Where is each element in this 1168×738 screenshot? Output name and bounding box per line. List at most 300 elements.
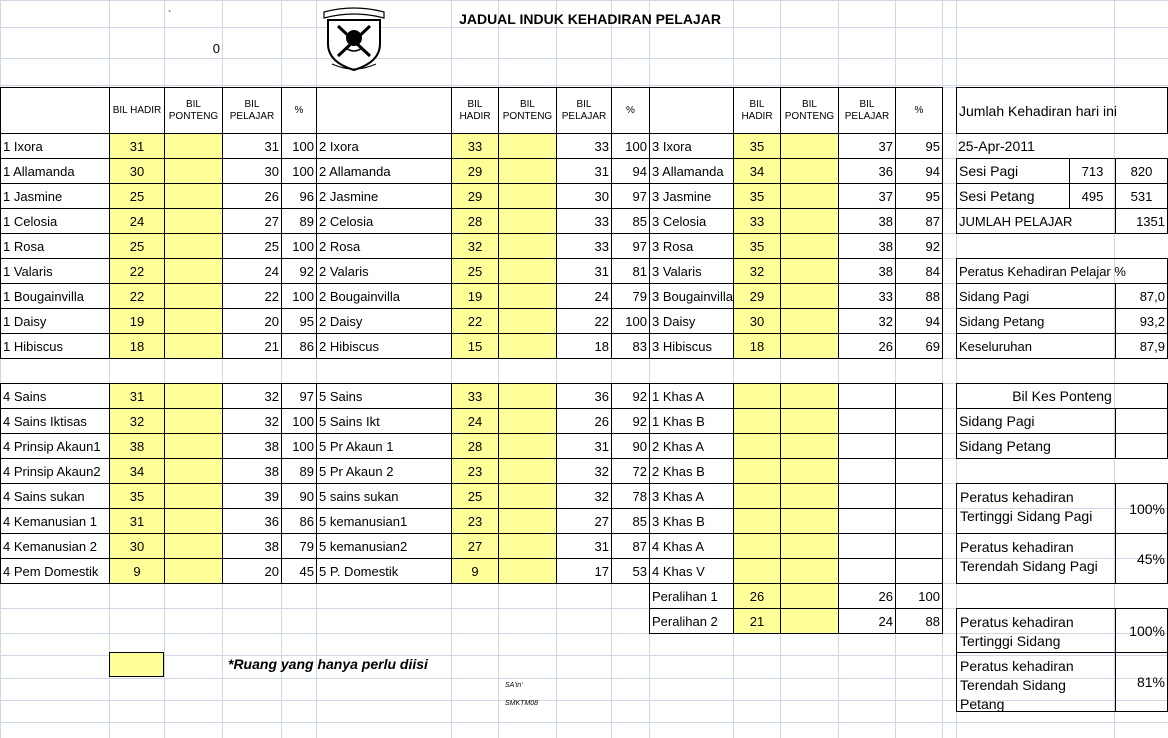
bil-hadir-input[interactable] [733, 433, 781, 459]
bil-ponteng-input[interactable] [780, 433, 839, 459]
percent-cell: 90 [611, 433, 650, 459]
bil-pelajar-cell: 27 [222, 208, 282, 234]
bil-pelajar-cell: 26 [838, 333, 896, 359]
percent-cell: 79 [611, 283, 650, 309]
bil-ponteng-input[interactable] [780, 483, 839, 509]
bil-pelajar-cell: 27 [556, 508, 612, 534]
percent-cell: 92 [281, 258, 317, 284]
bil-hadir-input[interactable]: 21 [733, 608, 781, 634]
pct-pagi-value: 87,0 [1115, 283, 1168, 309]
bil-hadir-input[interactable]: 26 [733, 583, 781, 609]
header-percent: % [281, 87, 317, 134]
peratus-kehadiran-label: Peratus Kehadiran Pelajar % [956, 258, 1168, 284]
bil-pelajar-cell: 36 [838, 158, 896, 184]
kes-pagi-value [1115, 408, 1168, 434]
percent-cell: 97 [611, 183, 650, 209]
bil-hadir-input[interactable] [733, 533, 781, 559]
bil-ponteng-input[interactable] [498, 283, 557, 309]
pct-pagi-label: Sidang Pagi [956, 283, 1116, 309]
bil-ponteng-input[interactable] [164, 483, 223, 509]
bil-hadir-input[interactable]: 9 [451, 558, 499, 584]
percent-cell: 95 [895, 133, 943, 159]
counter-cell[interactable]: 0 [212, 40, 220, 56]
bil-ponteng-input[interactable] [780, 258, 839, 284]
class-name-cell: 1 Hibiscus [0, 333, 110, 359]
percent-cell: 94 [895, 308, 943, 334]
bil-pelajar-cell: 38 [222, 458, 282, 484]
percent-cell: 83 [611, 333, 650, 359]
bil-hadir-input[interactable]: 25 [451, 258, 499, 284]
bil-hadir-input[interactable]: 22 [109, 258, 165, 284]
percent-cell: 90 [281, 483, 317, 509]
bil-hadir-input[interactable]: 31 [109, 508, 165, 534]
bil-ponteng-input[interactable] [498, 158, 557, 184]
bil-ponteng-input[interactable] [780, 383, 839, 409]
bil-hadir-input[interactable]: 32 [733, 258, 781, 284]
bil-hadir-input[interactable]: 28 [451, 208, 499, 234]
class-name-cell: 4 Kemanusian 1 [0, 508, 110, 534]
bil-ponteng-input[interactable] [164, 233, 223, 259]
percent-cell: 92 [611, 408, 650, 434]
bil-ponteng-input[interactable] [498, 458, 557, 484]
bil-hadir-input[interactable]: 25 [109, 183, 165, 209]
bil-ponteng-input[interactable] [780, 583, 839, 609]
sesi-pagi-label: Sesi Pagi [956, 158, 1070, 184]
class-name-cell: 3 Ixora [649, 133, 734, 159]
bil-hadir-input[interactable]: 23 [451, 508, 499, 534]
header-percent: % [895, 87, 943, 134]
school-crest-logo [318, 6, 390, 72]
bil-ponteng-input[interactable] [164, 408, 223, 434]
bil-ponteng-input[interactable] [780, 308, 839, 334]
bil-ponteng-input[interactable] [164, 133, 223, 159]
bil-ponteng-input[interactable] [164, 508, 223, 534]
percent-cell: 88 [895, 608, 943, 634]
class-name-cell: 4 Sains [0, 383, 110, 409]
class-name-cell: 1 Bougainvilla [0, 283, 110, 309]
percent-cell [895, 383, 943, 409]
bil-hadir-input[interactable]: 34 [733, 158, 781, 184]
pct-petang-label: Sidang Petang [956, 308, 1116, 334]
percent-cell [895, 483, 943, 509]
class-name-cell: 3 Bougainvilla [649, 283, 734, 309]
percent-cell: 86 [281, 333, 317, 359]
bil-pelajar-cell: 33 [556, 133, 612, 159]
bil-hadir-input[interactable] [733, 383, 781, 409]
kes-petang-value [1115, 433, 1168, 459]
bil-pelajar-cell: 33 [838, 283, 896, 309]
class-name-cell: 2 Khas B [649, 458, 734, 484]
bil-hadir-input[interactable]: 32 [451, 233, 499, 259]
percent-cell: 92 [895, 233, 943, 259]
terendah-pagi-label: Peratus kehadiran Terendah Sidang Pagi [956, 533, 1116, 584]
legend-input-swatch [109, 652, 164, 677]
bil-pelajar-cell: 22 [222, 283, 282, 309]
bil-ponteng-input[interactable] [498, 483, 557, 509]
percent-cell [895, 433, 943, 459]
bil-ponteng-input[interactable] [498, 233, 557, 259]
class-name-cell: 2 Hibiscus [316, 333, 452, 359]
bil-pelajar-cell [838, 383, 896, 409]
signature-text: SA'in' [505, 681, 523, 689]
class-name-cell: 1 Khas B [649, 408, 734, 434]
header-bil-ponteng: BIL PONTENG [780, 87, 839, 134]
bil-hadir-input[interactable]: 35 [733, 183, 781, 209]
bil-hadir-input[interactable]: 33 [451, 133, 499, 159]
bil-ponteng-input[interactable] [780, 458, 839, 484]
percent-cell: 100 [281, 283, 317, 309]
bil-pelajar-cell [838, 533, 896, 559]
bil-ponteng-input[interactable] [498, 333, 557, 359]
bil-pelajar-cell: 32 [222, 408, 282, 434]
percent-cell: 94 [895, 158, 943, 184]
bil-hadir-input[interactable]: 25 [109, 233, 165, 259]
bil-hadir-input[interactable]: 22 [451, 308, 499, 334]
bil-hadir-input[interactable] [733, 508, 781, 534]
header-class-1 [0, 87, 110, 134]
header-bil-ponteng: BIL PONTENG [164, 87, 223, 134]
tertinggi-petang-label: Peratus kehadiran Tertinggi Sidang [956, 608, 1116, 653]
header-bil-pelajar: BIL PELAJAR [556, 87, 612, 134]
bil-pelajar-cell: 31 [556, 533, 612, 559]
bil-pelajar-cell: 38 [838, 208, 896, 234]
class-name-cell: 4 Prinsip Akaun2 [0, 458, 110, 484]
tertinggi-petang-value: 100% [1115, 608, 1168, 653]
bil-ponteng-input[interactable] [780, 608, 839, 634]
bil-ponteng-input[interactable] [164, 433, 223, 459]
class-name-cell: 5 Pr Akaun 2 [316, 458, 452, 484]
bil-pelajar-cell: 38 [222, 433, 282, 459]
terendah-petang-value: 81% [1115, 652, 1168, 712]
percent-cell: 89 [281, 208, 317, 234]
class-name-cell: 2 Bougainvilla [316, 283, 452, 309]
bil-ponteng-input[interactable] [164, 283, 223, 309]
pct-petang-value: 93,2 [1115, 308, 1168, 334]
sesi-petang-label: Sesi Petang [956, 183, 1070, 209]
bil-ponteng-input[interactable] [780, 208, 839, 234]
bil-ponteng-input[interactable] [498, 383, 557, 409]
percent-cell: 84 [895, 258, 943, 284]
bil-hadir-input[interactable]: 35 [733, 233, 781, 259]
percent-cell: 53 [611, 558, 650, 584]
percent-cell [895, 558, 943, 584]
bil-ponteng-input[interactable] [498, 208, 557, 234]
percent-cell: 100 [281, 408, 317, 434]
header-bil-hadir: BIL HADIR [733, 87, 781, 134]
percent-cell: 87 [895, 208, 943, 234]
percent-cell [895, 408, 943, 434]
class-name-cell: 5 Sains [316, 383, 452, 409]
bil-pelajar-cell: 30 [556, 183, 612, 209]
percent-cell: 78 [611, 483, 650, 509]
bil-hadir-input[interactable] [733, 458, 781, 484]
class-name-cell: 5 P. Domestik [316, 558, 452, 584]
percent-cell: 45 [281, 558, 317, 584]
percent-cell: 85 [611, 208, 650, 234]
class-name-cell: Peralihan 2 [649, 608, 734, 634]
bil-ponteng-input[interactable] [164, 208, 223, 234]
bil-pelajar-cell: 18 [556, 333, 612, 359]
header-bil-hadir: BIL HADIR [109, 87, 165, 134]
bil-pelajar-cell: 33 [556, 233, 612, 259]
bil-ponteng-input[interactable] [164, 258, 223, 284]
bil-pelajar-cell: 26 [838, 583, 896, 609]
class-name-cell: 4 Kemanusian 2 [0, 533, 110, 559]
bil-ponteng-input[interactable] [498, 183, 557, 209]
bil-hadir-input[interactable]: 30 [109, 158, 165, 184]
bil-pelajar-cell [838, 558, 896, 584]
jumlah-kehadiran-label: Jumlah Kehadiran hari ini [956, 87, 1168, 134]
bil-pelajar-cell: 32 [556, 483, 612, 509]
bil-ponteng-input[interactable] [498, 433, 557, 459]
bil-hadir-input[interactable] [733, 408, 781, 434]
class-name-cell: 5 kemanusian2 [316, 533, 452, 559]
bil-hadir-input[interactable]: 31 [109, 133, 165, 159]
terendah-pagi-value: 45% [1115, 533, 1168, 584]
bil-ponteng-input[interactable] [780, 283, 839, 309]
bil-ponteng-input[interactable] [780, 533, 839, 559]
bil-pelajar-cell: 26 [222, 183, 282, 209]
school-code-text: SMKTM08 [505, 699, 539, 707]
bil-hadir-input[interactable]: 18 [109, 333, 165, 359]
bil-ponteng-input[interactable] [498, 558, 557, 584]
class-name-cell: 4 Pem Domestik [0, 558, 110, 584]
class-name-cell: 4 Khas V [649, 558, 734, 584]
bil-ponteng-input[interactable] [164, 533, 223, 559]
bil-pelajar-cell: 38 [838, 233, 896, 259]
bil-pelajar-cell: 17 [556, 558, 612, 584]
class-name-cell: 1 Daisy [0, 308, 110, 334]
bil-pelajar-cell: 20 [222, 308, 282, 334]
percent-cell: 81 [611, 258, 650, 284]
bil-ponteng-input[interactable] [164, 383, 223, 409]
bil-pelajar-cell: 38 [838, 258, 896, 284]
class-name-cell: 2 Valaris [316, 258, 452, 284]
class-name-cell: 4 Sains Iktisas [0, 408, 110, 434]
page-title: JADUAL INDUK KEHADIRAN PELAJAR [459, 11, 721, 27]
kes-pagi-label: Sidang Pagi [956, 408, 1116, 434]
class-name-cell: 3 Daisy [649, 308, 734, 334]
bil-hadir-input[interactable]: 38 [109, 433, 165, 459]
percent-cell: 89 [281, 458, 317, 484]
class-name-cell: 2 Daisy [316, 308, 452, 334]
bil-ponteng-input[interactable] [498, 408, 557, 434]
bil-ponteng-input[interactable] [780, 333, 839, 359]
tertinggi-pagi-label: Peratus kehadiran Tertinggi Sidang Pagi [956, 483, 1116, 534]
class-name-cell: 3 Hibiscus [649, 333, 734, 359]
bil-ponteng-input[interactable] [498, 533, 557, 559]
class-name-cell: 4 Khas A [649, 533, 734, 559]
bil-hadir-input[interactable]: 35 [109, 483, 165, 509]
bil-pelajar-cell: 31 [556, 258, 612, 284]
sesi-petang-hadir: 495 [1069, 183, 1116, 209]
bil-hadir-input[interactable]: 22 [109, 283, 165, 309]
percent-cell [895, 533, 943, 559]
bil-pelajar-cell: 36 [222, 508, 282, 534]
class-name-cell: 2 Celosia [316, 208, 452, 234]
bil-ponteng-input[interactable] [164, 558, 223, 584]
bil-ponteng-input[interactable] [780, 183, 839, 209]
bil-hadir-input[interactable]: 24 [109, 208, 165, 234]
bil-pelajar-cell [838, 508, 896, 534]
bil-ponteng-input[interactable] [164, 458, 223, 484]
percent-cell: 100 [281, 158, 317, 184]
class-name-cell: 5 sains sukan [316, 483, 452, 509]
bil-ponteng-input[interactable] [780, 408, 839, 434]
class-name-cell: 5 kemanusian1 [316, 508, 452, 534]
pct-all-value: 87,9 [1115, 333, 1168, 359]
percent-cell: 88 [895, 283, 943, 309]
bil-hadir-input[interactable]: 33 [733, 208, 781, 234]
class-name-cell: 3 Allamanda [649, 158, 734, 184]
bil-ponteng-input[interactable] [498, 308, 557, 334]
header-bil-hadir: BIL HADIR [451, 87, 499, 134]
legend-note: *Ruang yang hanya perlu diisi [228, 656, 428, 672]
percent-cell [895, 458, 943, 484]
bil-hadir-input[interactable]: 28 [451, 433, 499, 459]
sesi-petang-jumlah: 531 [1115, 183, 1168, 209]
bil-ponteng-input[interactable] [498, 508, 557, 534]
bil-ponteng-input[interactable] [498, 258, 557, 284]
jumlah-pelajar-value: 1351 [1115, 208, 1168, 234]
class-name-cell: 2 Rosa [316, 233, 452, 259]
percent-cell: 100 [611, 308, 650, 334]
bil-hadir-input[interactable]: 24 [451, 408, 499, 434]
bil-hadir-input[interactable]: 27 [451, 533, 499, 559]
class-name-cell: 5 Sains Ikt [316, 408, 452, 434]
header-percent: % [611, 87, 650, 134]
bil-hadir-input[interactable]: 34 [109, 458, 165, 484]
bil-pelajar-cell: 31 [556, 433, 612, 459]
bil-ponteng-input[interactable] [164, 158, 223, 184]
header-class-2 [316, 87, 452, 134]
bil-pelajar-cell [838, 433, 896, 459]
class-name-cell: 3 Rosa [649, 233, 734, 259]
bil-hadir-input[interactable]: 25 [451, 483, 499, 509]
class-name-cell: 2 Allamanda [316, 158, 452, 184]
bil-pelajar-cell: 26 [556, 408, 612, 434]
class-name-cell: 1 Rosa [0, 233, 110, 259]
bil-hadir-input[interactable]: 33 [451, 383, 499, 409]
class-name-cell: 4 Prinsip Akaun1 [0, 433, 110, 459]
bil-ponteng-input[interactable] [164, 333, 223, 359]
bil-pelajar-cell: 20 [222, 558, 282, 584]
percent-cell: 100 [611, 133, 650, 159]
bil-hadir-input[interactable]: 29 [451, 183, 499, 209]
bil-ponteng-input[interactable] [780, 558, 839, 584]
pct-all-label: Keseluruhan [956, 333, 1116, 359]
class-name-cell: 3 Jasmine [649, 183, 734, 209]
bil-ponteng-input[interactable] [164, 308, 223, 334]
bil-ponteng-input[interactable] [780, 158, 839, 184]
class-name-cell: 3 Celosia [649, 208, 734, 234]
percent-cell: 100 [281, 133, 317, 159]
class-name-cell: 3 Khas A [649, 483, 734, 509]
bil-pelajar-cell: 32 [556, 458, 612, 484]
bil-hadir-input[interactable]: 30 [109, 533, 165, 559]
bil-pelajar-cell: 32 [222, 383, 282, 409]
class-name-cell: 2 Ixora [316, 133, 452, 159]
header-bil-ponteng: BIL PONTENG [498, 87, 557, 134]
class-name-cell: 2 Jasmine [316, 183, 452, 209]
class-name-cell: 2 Khas A [649, 433, 734, 459]
bil-hadir-input[interactable]: 18 [733, 333, 781, 359]
bil-hadir-input[interactable]: 35 [733, 133, 781, 159]
bil-pelajar-cell: 37 [838, 133, 896, 159]
bil-hadir-input[interactable]: 9 [109, 558, 165, 584]
class-name-cell: 1 Khas A [649, 383, 734, 409]
bil-hadir-input[interactable]: 32 [109, 408, 165, 434]
percent-cell: 97 [281, 383, 317, 409]
bil-hadir-input[interactable]: 30 [733, 308, 781, 334]
percent-cell: 87 [611, 533, 650, 559]
bil-ponteng-input[interactable] [498, 133, 557, 159]
bil-pelajar-cell: 39 [222, 483, 282, 509]
header-bil-pelajar: BIL PELAJAR [222, 87, 282, 134]
sesi-pagi-hadir: 713 [1069, 158, 1116, 184]
class-name-cell: 4 Sains sukan [0, 483, 110, 509]
bil-pelajar-cell: 24 [838, 608, 896, 634]
report-date: 25-Apr-2011 [958, 138, 1035, 154]
bil-hadir-input[interactable]: 23 [451, 458, 499, 484]
bil-pelajar-cell [838, 458, 896, 484]
bil-hadir-input[interactable] [733, 483, 781, 509]
bil-hadir-input[interactable]: 29 [451, 158, 499, 184]
percent-cell: 85 [611, 508, 650, 534]
bil-pelajar-cell: 30 [222, 158, 282, 184]
header-class-3 [649, 87, 734, 134]
class-name-cell: 1 Jasmine [0, 183, 110, 209]
bil-pelajar-cell: 33 [556, 208, 612, 234]
percent-cell: 86 [281, 508, 317, 534]
bil-ponteng-input[interactable] [780, 508, 839, 534]
kes-ponteng-label: Bil Kes Ponteng [956, 383, 1168, 409]
percent-cell: 96 [281, 183, 317, 209]
bil-hadir-input[interactable]: 15 [451, 333, 499, 359]
bil-hadir-input[interactable]: 31 [109, 383, 165, 409]
bil-pelajar-cell: 38 [222, 533, 282, 559]
bil-pelajar-cell: 31 [222, 133, 282, 159]
bil-pelajar-cell: 24 [556, 283, 612, 309]
bil-pelajar-cell: 24 [222, 258, 282, 284]
terendah-petang-label: Peratus kehadiran Terendah Sidang Petang [956, 652, 1116, 712]
bil-pelajar-cell: 37 [838, 183, 896, 209]
bil-ponteng-input[interactable] [164, 183, 223, 209]
percent-cell: 69 [895, 333, 943, 359]
bil-hadir-input[interactable] [733, 558, 781, 584]
percent-cell: 95 [895, 183, 943, 209]
percent-cell: 100 [281, 433, 317, 459]
bil-hadir-input[interactable]: 19 [451, 283, 499, 309]
class-name-cell: 5 Pr Akaun 1 [316, 433, 452, 459]
percent-cell: 79 [281, 533, 317, 559]
jumlah-pelajar-label: JUMLAH PELAJAR [956, 208, 1116, 234]
bil-pelajar-cell [838, 408, 896, 434]
percent-cell: 97 [611, 233, 650, 259]
class-name-cell: 1 Celosia [0, 208, 110, 234]
percent-cell: 94 [611, 158, 650, 184]
bil-ponteng-input[interactable] [780, 133, 839, 159]
bil-ponteng-input[interactable] [780, 233, 839, 259]
bil-hadir-input[interactable]: 29 [733, 283, 781, 309]
header-bil-pelajar: BIL PELAJAR [838, 87, 896, 134]
class-name-cell: 1 Ixora [0, 133, 110, 159]
class-name-cell: 1 Allamanda [0, 158, 110, 184]
bil-hadir-input[interactable]: 19 [109, 308, 165, 334]
bil-pelajar-cell: 31 [556, 158, 612, 184]
bil-pelajar-cell: 32 [838, 308, 896, 334]
tertinggi-pagi-value: 100% [1115, 483, 1168, 534]
